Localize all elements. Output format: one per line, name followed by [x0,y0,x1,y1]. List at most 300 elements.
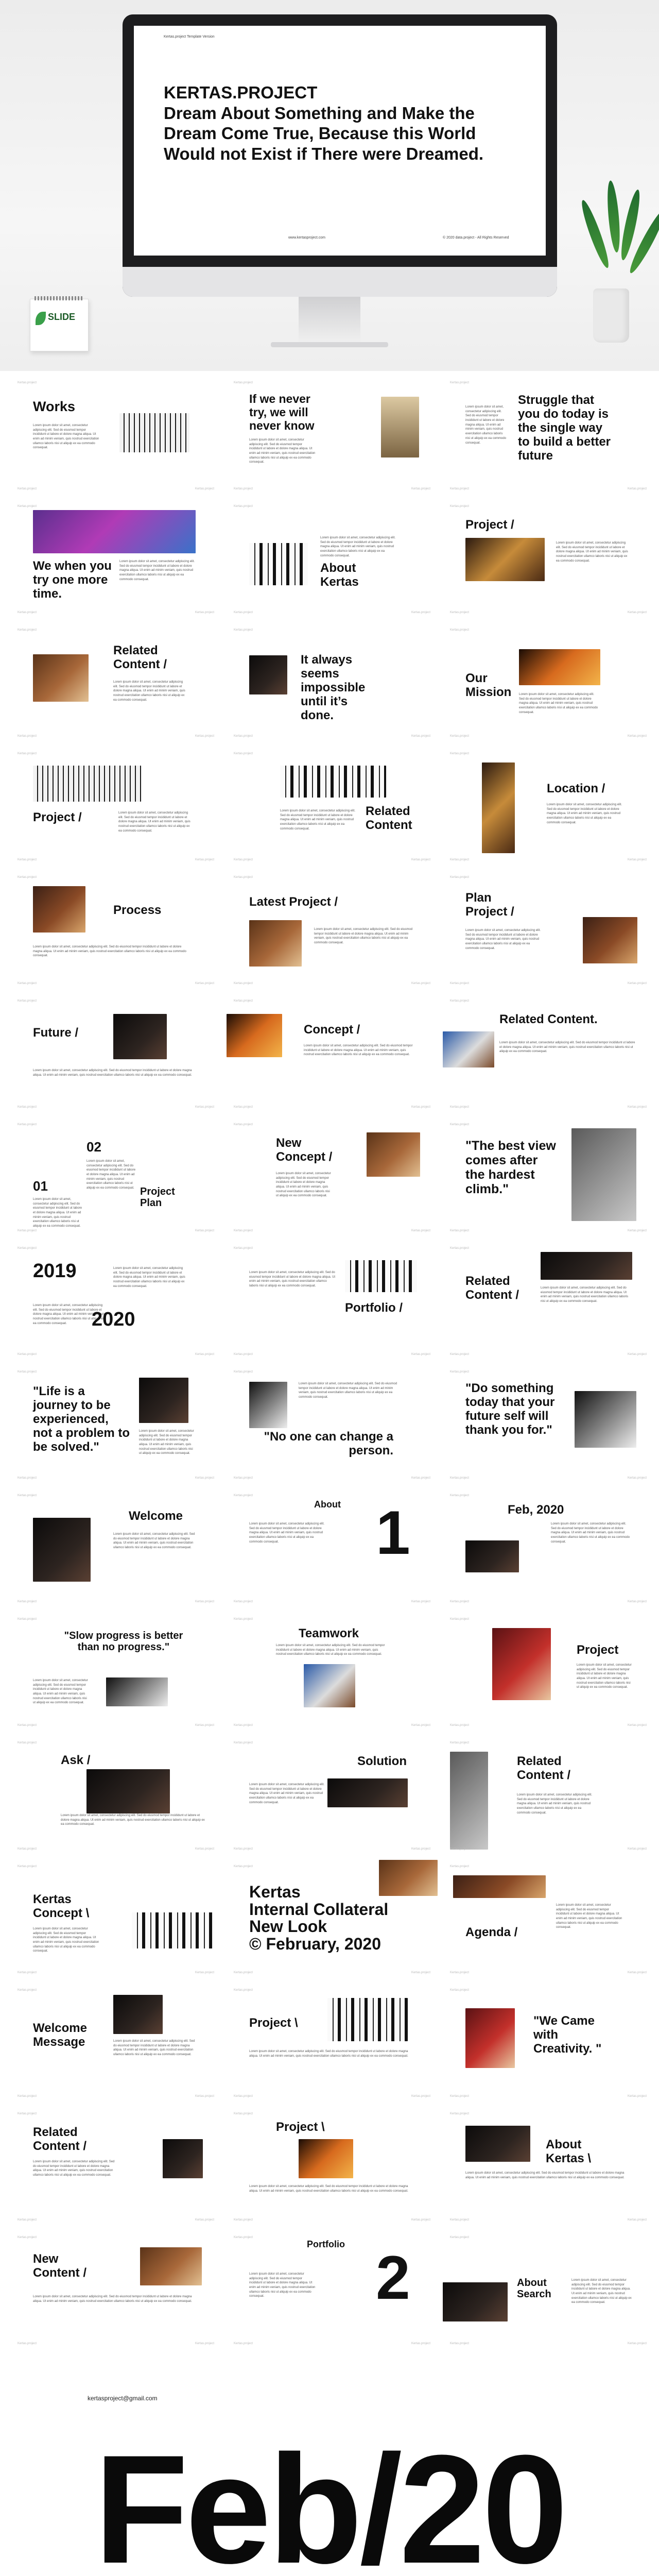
slide-corner-label: Kertas.project [450,1741,470,1744]
slide-body: Lorem ipsum dolor sit amet, consectetur adipiscing elit. Sed do eiusmod tempor incididunt ut labore et dolore magna aliqua. Ut enim ad minim veniam, quis nostrud exercitation ullamco laboris nisi ut aliquip ex ea commodo consequat. [276,1644,385,1656]
piano-hands-image [249,543,308,585]
slide-corner-label: Kertas.project [234,505,253,508]
slide-corner-label: Kertas.project [450,1494,470,1497]
stage-image [304,1664,355,1707]
slide-project-1[interactable] [443,500,654,618]
slide-project-3[interactable] [443,1613,654,1731]
piano-image [465,2126,530,2162]
slide-body: Lorem ipsum dolor sit amet, consectetur adipiscing elit. Sed do eiusmod tempor incididunt ut labore et dolore magna aliqua. Ut enim ad minim veniam, quis nostrud exercitation ullamco laboris nisi ut aliquip ex ea commodo consequat. [314,928,413,945]
performance-image [541,1252,632,1280]
slide-location[interactable] [443,747,654,866]
slide-body: Lorem ipsum dolor sit amet, consectetur adipiscing elit. Sed do eiusmod tempor incididunt ut labore et dolore magna aliqua. Ut enim ad minim veniam, quis nostrud exercitation ullamco laboris nisi ut aliquip ex ea commodo consequat. [33,1927,99,1953]
slide-title: Concept / [304,1023,360,1037]
slide-corner-label: Kertas.project [195,611,214,614]
monitor-stand [299,297,360,343]
slide-title: Related Content / [465,1274,519,1302]
slide-corner-label: Kertas.project [234,876,253,879]
slide-corner-label: Kertas.project [18,1123,37,1126]
monitor-mockup [123,14,557,297]
slide-corner-label: Kertas.project [18,735,37,738]
monitor-base [271,342,388,347]
hero-headline: KERTAS.PROJECT Dream About Something and Make the Dream Come True, Because this World Would not Exist if There were Dreamed. [164,83,484,163]
slide-corner-label: Kertas.project [627,735,647,738]
slide-corner-label: Kertas.project [18,381,37,384]
slide-corner-label: Kertas.project [195,1477,214,1480]
slide-title: Related Content / [517,1754,570,1782]
plant-leaf [578,198,613,269]
slide-corner-label: Kertas.project [18,982,37,985]
slide-corner-label: Kertas.project [195,982,214,985]
slide-creativity[interactable] [443,1984,654,2102]
calendar-logo-text: SLIDE [48,312,76,322]
slide-corner-label: Kertas.project [627,982,647,985]
slide-related-5[interactable] [443,1736,654,1855]
slide-journey[interactable] [10,1365,221,1484]
hands-image [33,886,85,933]
slide-project-4[interactable] [227,1984,438,2102]
leaf-logo-icon [36,312,46,325]
slide-corner-label: Kertas.project [411,1848,430,1851]
slide-corner-label: Kertas.project [627,1848,647,1851]
slide-title: About Kertas [320,561,359,589]
piano-image [345,1260,417,1292]
slide-body: Lorem ipsum dolor sit amet, consectetur adipiscing elit. Sed do eiusmod tempor incididunt ut labore et dolore magna aliqua. Ut enim ad minim veniam, quis nostrud exercitation ullamco laboris nisi ut aliquip ex ea commodo consequat. [61,1814,205,1826]
slide-title: Portfolio / [345,1301,403,1315]
slide-try-more[interactable] [10,500,221,618]
slide-corner-label: Kertas.project [18,2236,37,2239]
slide-corner-label: Kertas.project [18,2112,37,2115]
slide-corner-label: Kertas.project [234,858,253,861]
slide-corner-label: Kertas.project [18,1353,37,1356]
slide-corner-label: Kertas.project [18,2342,37,2345]
piano-image [113,1995,163,2034]
slide-portfolio-2[interactable] [227,2231,438,2349]
big-number-1: 1 [376,1498,410,1567]
big-number-2: 2 [376,2243,410,2312]
slide-corner-label: Kertas.project [18,1247,37,1250]
slide-corner-label: Kertas.project [450,1600,470,1603]
slide-body: Lorem ipsum dolor sit amet, consectetur adipiscing elit. Sed do eiusmod tempor incididunt ut labore et dolore magna aliqua. Ut enim ad minim veniam, quis nostrud exercitation ullamco laboris nisi ut aliquip ex ea commodo consequat. [249,2273,316,2298]
slide-quote: "No one can change a person. [264,1430,393,1458]
slide-corner-label: Kertas.project [627,1106,647,1109]
slide-body: Lorem ipsum dolor sit amet, consectetur adipiscing elit. Sed do eiusmod tempor incididunt ut labore et dolore magna aliqua. Ut enim ad minim veniam, quis nostrud exercitation ullamco laboris nisi ut aliquip ex ea commodo consequat. [577,1664,632,1689]
slide-body: Lorem ipsum dolor sit amet, consectetur adipiscing elit. Sed do eiusmod tempor incididunt ut labore et dolore magna aliqua. Ut enim ad minim veniam, quis nostrud exercitation ullamco laboris nisi ut aliquip ex ea commodo consequat. [556,541,628,563]
slide-about-kertas-2[interactable] [443,2107,654,2226]
piano-image [33,766,141,802]
slide-corner-label: Kertas.project [450,1848,470,1851]
piano-image [132,1912,214,1948]
slide-title: Kertas Internal Collateral New Look © February, 2020 [249,1883,389,1953]
slide-corner-label: Kertas.project [18,2095,37,2098]
slide-body: Lorem ipsum dolor sit amet, consectetur adipiscing elit. Sed do eiusmod tempor incididunt ut labore et dolore magna aliqua. Ut enim ad minim veniam, quis nostrud exercitation ullamco laboris nisi ut aliquip ex ea commodo consequat. [519,693,598,714]
slide-related-4[interactable] [443,1242,654,1360]
slide-corner-label: Kertas.project [234,1989,253,1992]
slide-corner-label: Kertas.project [450,2095,470,2098]
slide-corner-label: Kertas.project [18,1971,37,1974]
slide-never-try[interactable] [227,376,438,495]
slide-quote: "Slow progress is better than no progress." [64,1630,183,1653]
slide-corner-label: Kertas.project [234,1865,253,1868]
saxophone-image [465,538,545,581]
slide-new-content[interactable] [10,2231,221,2349]
slide-body: Lorem ipsum dolor sit amet, consectetur adipiscing elit. Sed do eiusmod tempor incididunt ut labore et dolore magna aliqua. Ut enim ad minim veniam, quis nostrud exercitation ullamco laboris nisi ut aliquip ex ea commodo consequat. [465,2172,625,2179]
slide-body: Lorem ipsum dolor sit amet, consectetur adipiscing elit. Sed do eiusmod tempor incididunt ut labore et dolore magna aliqua. Ut enim ad minim veniam, quis nostrud exercitation ullamco laboris nisi ut aliquip ex ea commodo consequat. [113,681,185,702]
guitar-image [33,510,196,553]
slide-body: Lorem ipsum dolor sit amet, consectetur adipiscing elit. Sed do eiusmod tempor incididunt ut labore et dolore magna aliqua. Ut enim ad minim veniam, quis nostrud exercitation ullamco laboris nisi ut aliquip ex ea commodo consequat. [249,438,316,464]
slide-related-1[interactable] [10,623,221,742]
slide-related-2[interactable] [227,747,438,866]
slide-corner-label: Kertas.project [18,1618,37,1621]
slide-corner-label: Kertas.project [450,999,470,1003]
slide-quote: "Do something today that your future self will thank you for." [465,1381,555,1437]
slide-corner-label: Kertas.project [234,2095,253,2098]
slide-body: Lorem ipsum dolor sit amet, consectetur adipiscing elit. Sed do eiusmod tempor incididunt ut labore et dolore magna aliqua. Ut enim ad minim veniam, quis nostrud exercitation ullamco laboris nisi ut aliquip ex ea commodo consequat. [517,1793,593,1815]
slide-body: Lorem ipsum dolor sit amet, consectetur adipiscing elit. Sed do eiusmod tempor incididunt ut labore et dolore magna aliqua. Ut enim ad minim veniam, quis nostrud exercitation ullamco laboris nisi ut aliquip ex ea commodo consequat. [249,1271,336,1288]
slide-struggle[interactable] [443,376,654,495]
slide-future[interactable] [10,994,221,1113]
piano-image [280,766,386,798]
slide-corner-label: Kertas.project [450,1123,470,1126]
slide-corner-label: Kertas.project [627,1477,647,1480]
slide-corner-label: Kertas.project [18,1370,37,1374]
slide-corner-label: Kertas.project [18,1600,37,1603]
slide-corner-label: Kertas.project [450,2236,470,2239]
slide-corner-label: Kertas.project [18,629,37,632]
slide-corner-label: Kertas.project [18,1724,37,1727]
slide-welcome[interactable] [10,1489,221,1607]
slide-corner-label: Kertas.project [195,487,214,490]
piano-image [465,1540,519,1572]
slide-corner-label: Kertas.project [234,1494,253,1497]
slide-corner-label: Kertas.project [234,487,253,490]
slide-body: Lorem ipsum dolor sit amet, consectetur adipiscing elit. Sed do eiusmod tempor incididunt ut labore et dolore magna aliqua. Ut enim ad minim veniam, quis nostrud exercitation ullamco laboris nisi ut aliquip ex ea commodo consequat. [113,2040,195,2057]
monitor-screen [134,26,546,256]
calendar-rings [34,296,84,300]
slide-corner-label: Kertas.project [450,1229,470,1232]
slide-corner-label: Kertas.project [234,1229,253,1232]
guitarist-image [575,1391,636,1448]
slide-corner-label: Kertas.project [18,752,37,755]
slide-project-5[interactable] [227,2107,438,2226]
slide-corner-label: Kertas.project [18,1741,37,1744]
slide-concept[interactable] [227,994,438,1113]
number-02: 02 [86,1139,101,1155]
slide-body: Lorem ipsum dolor sit amet, consectetur adipiscing elit. Sed do eiusmod tempor incididunt ut labore et dolore magna aliqua. Ut enim ad minim veniam, quis nostrud exercitation ullamco laboris nisi ut aliquip ex ea commodo consequat. [86,1160,136,1190]
slide-body: Lorem ipsum dolor sit amet, consectetur adipiscing elit. Sed do eiusmod tempor incididunt ut labore et dolore magna aliqua. Ut enim ad minim veniam, quis nostrud exercitation ullamco laboris nisi ut aliquip ex ea commodo consequat. [299,1382,397,1399]
slide-slow-progress[interactable] [10,1613,221,1731]
slide-years[interactable] [10,1242,221,1360]
slide-corner-label: Kertas.project [18,999,37,1003]
slide-title: Ask / [61,1753,91,1767]
slide-corner-label: Kertas.project [450,1106,470,1109]
slide-body: Lorem ipsum dolor sit amet, consectetur adipiscing elit. Sed do eiusmod tempor incididunt ut labore et dolore magna aliqua. Ut enim ad minim veniam, quis nostrud exercitation ullamco laboris nisi ut aliquip ex ea commodo consequat. [465,929,541,950]
slide-title: About Search [517,2277,551,2300]
slide-title: Welcome Message [33,2021,87,2049]
slide-corner-label: Kertas.project [234,735,253,738]
slide-corner-label: Kertas.project [450,1353,470,1356]
slide-corner-label: Kertas.project [450,1989,470,1992]
slide-corner-label: Kertas.project [627,1353,647,1356]
slide-corner-label: Kertas.project [195,1724,214,1727]
slide-quote: "We Came with Creativity. " [533,2014,602,2056]
slide-corner-label: Kertas.project [18,611,37,614]
portrait-image [249,655,287,694]
slide-corner-label: Kertas.project [234,1971,253,1974]
slide-corner-label: Kertas.project [195,2218,214,2222]
slide-body: Lorem ipsum dolor sit amet, consectetur adipiscing elit. Sed do eiusmod tempor incididunt ut labore et dolore magna aliqua. Ut enim ad minim veniam, quis nostrud exercitation ullamco laboris nisi ut aliquip ex ea commodo consequat. [304,1044,413,1057]
keys-image [249,1382,287,1428]
slide-corner-label: Kertas.project [195,1600,214,1603]
slide-corner-label: Kertas.project [18,2218,37,2222]
slide-corner-label: Kertas.project [234,1123,253,1126]
slide-corner-label: Kertas.project [195,2095,214,2098]
slide-corner-label: Kertas.project [234,1600,253,1603]
slide-corner-label: Kertas.project [627,2218,647,2222]
slide-body: Lorem ipsum dolor sit amet, consectetur adipiscing elit. Sed do eiusmod tempor incididunt ut labore et dolore magna aliqua. Ut enim ad minim veniam, quis nostrud exercitation ullamco laboris nisi ut aliquip ex ea commodo consequat. [249,1522,325,1544]
trumpet-image [465,2008,515,2068]
plant-leaf [605,180,622,253]
desk-calendar [30,299,89,351]
slide-corner-label: Kertas.project [195,1106,214,1109]
slide-about-kertas[interactable] [227,500,438,618]
slide-corner-label: Kertas.project [195,858,214,861]
slide-ask[interactable] [10,1736,221,1855]
slide-corner-label: Kertas.project [450,487,470,490]
slide-corner-label: Kertas.project [450,1971,470,1974]
saxophonist-image [571,1128,636,1221]
slide-title: We when you try one more time. [33,559,112,601]
slide-corner-label: Kertas.project [627,1971,647,1974]
slide-corner-label: Kertas.project [18,505,37,508]
slide-corner-label: Kertas.project [627,2342,647,2345]
piano-image [249,920,302,967]
piano-image [367,1132,420,1177]
slide-title: Plan Project / [465,891,514,919]
slide-body: Lorem ipsum dolor sit amet, consectetur adipiscing elit. Sed do eiusmod tempor incididunt ut labore et dolore magna aliqua. Ut enim ad minim veniam, quis nostrud exercitation ullamco laboris nisi ut aliquip ex ea commodo consequat. [113,1533,195,1550]
slide-corner-label: Kertas.project [450,2342,470,2345]
slide-related-3[interactable] [443,994,654,1113]
slide-corner-label: Kertas.project [18,1477,37,1480]
slide-corner-label: Kertas.project [450,1618,470,1621]
slide-corner-label: Kertas.project [450,2218,470,2222]
slide-project-2[interactable] [10,747,221,866]
slide-corner-label: Kertas.project [411,487,430,490]
screen-top-label: Kertas.project Template Version [164,35,215,39]
slide-about-search[interactable] [443,2231,654,2349]
slide-title: About Kertas \ [546,2138,592,2165]
slide-process[interactable] [10,871,221,989]
slide-body: Lorem ipsum dolor sit amet, consectetur adipiscing elit. Sed do eiusmod tempor incididunt ut labore et dolore magna aliqua. Ut enim ad minim veniam, quis nostrud exercitation ullamco laboris nisi ut aliquip ex ea commodo consequat. [33,1304,105,1325]
piano-image [140,2247,202,2285]
slide-body: Lorem ipsum dolor sit amet, consectetur adipiscing elit. Sed do eiusmod tempor incididunt ut labore et dolore magna aliqua. Ut enim ad minim veniam, quis nostrud exercitation ullamco laboris nisi ut aliquip ex ea commodo consequat. [547,803,622,824]
screen-footer-right: © 2020 data.project - All Rights Reserved [443,236,509,240]
slide-body: Lorem ipsum dolor sit amet, consectetur adipiscing elit. Sed do eiusmod tempor incididunt ut labore et dolore magna aliqua. Ut enim ad minim veniam, quis nostrud exercitation ullamco laboris nisi ut aliquip ex ea commodo consequat. [551,1522,630,1544]
slide-welcome-message[interactable] [10,1984,221,2102]
slide-corner-label: Kertas.project [234,2236,253,2239]
slide-corner-label: Kertas.project [18,858,37,861]
hero-section [0,0,659,371]
slide-title: Feb, 2020 [508,1503,564,1517]
pianist-image [443,2282,508,2321]
slide-about-1[interactable] [227,1489,438,1607]
slide-corner-label: Kertas.project [411,1353,430,1356]
slide-corner-label: Kertas.project [411,1229,430,1232]
slide-no-one[interactable] [227,1365,438,1484]
slide-mission[interactable] [443,623,654,742]
slide-corner-label: Kertas.project [234,611,253,614]
slide-title: Process [113,903,162,917]
sheet-music-image [583,917,637,963]
slide-body: Lorem ipsum dolor sit amet, consectetur adipiscing elit. Sed do eiusmod tempor incididunt ut labore et dolore magna aliqua. Ut enim ad minim veniam, quis nostrud exercitation ullamco laboris nisi ut aliquip ex ea commodo consequat. [33,1198,82,1228]
slide-corner-label: Kertas.project [195,2342,214,2345]
piano-image [327,1778,408,1807]
slide-corner-label: Kertas.project [234,1247,253,1250]
slide-internal-collateral[interactable] [227,1860,438,1978]
slide-title: Project / [465,518,514,532]
slide-corner-label: Kertas.project [450,1370,470,1374]
slide-title: If we never try, we will never know [249,392,315,432]
slide-feb-2020[interactable] [443,1489,654,1607]
slide-body: Lorem ipsum dolor sit amet, consectetur adipiscing elit. Sed do eiusmod tempor incididunt ut labore et dolore magna aliqua. Ut enim ad minim veniam, quis nostrud exercitation ullamco laboris nisi ut aliquip ex ea commodo consequat. [320,536,396,557]
light-image [227,1014,282,1057]
slide-title: Our Mission [465,671,512,699]
slide-corner-label: Kertas.project [411,1477,430,1480]
slide-body: Lorem ipsum dolor sit amet, consectetur adipiscing elit. Sed do eiusmod tempor incididunt ut labore et dolore magna aliqua. Ut enim ad minim veniam, quis nostrud exercitation ullamco laboris nisi ut aliquip ex ea commodo consequat. [249,1783,325,1804]
slide-body: Lorem ipsum dolor sit amet, consectetur adipiscing elit. Sed do eiusmod tempor incididunt ut labore et dolore magna aliqua. Ut enim ad minim veniam, quis nostrud exercitation ullamco laboris nisi ut aliquip ex ea commodo consequat. [33,945,186,958]
piano-image [139,1378,188,1423]
slide-corner-label: Kertas.project [627,611,647,614]
slide-title: It always seems impossible until it’s done. [301,653,366,722]
piano-hands-image [327,1998,408,2041]
window-image [381,397,419,457]
slide-agenda[interactable] [443,1860,654,1978]
slide-corner-label: Kertas.project [234,1741,253,1744]
slide-project-plan[interactable] [10,1118,221,1236]
slide-corner-label: Kertas.project [234,982,253,985]
slide-new-concept[interactable] [227,1118,438,1236]
slide-teamwork[interactable] [227,1613,438,1731]
slide-title: Related Content [366,804,412,832]
piano-hands-image [443,1031,494,1067]
slide-corner-label: Kertas.project [18,1989,37,1992]
slide-solution[interactable] [227,1736,438,1855]
pianist-image [450,1752,488,1850]
slide-corner-label: Kertas.project [450,1247,470,1250]
slide-corner-label: Kertas.project [234,2342,253,2345]
slide-corner-label: Kertas.project [411,611,430,614]
slide-corner-label: Kertas.project [450,876,470,879]
slide-corner-label: Kertas.project [450,381,470,384]
big-date-heading: Feb/20 [94,2422,565,2576]
organ-image [492,1628,551,1700]
slide-corner-label: Kertas.project [195,1848,214,1851]
slide-works[interactable] [10,376,221,495]
slide-body: Lorem ipsum dolor sit amet, consectetur adipiscing elit. Sed do eiusmod tempor incididunt ut labore et dolore magna aliqua. Ut enim ad minim veniam, quis nostrud exercitation ullamco laboris nisi ut aliquip ex ea commodo consequat. [33,2295,192,2303]
slide-body: Lorem ipsum dolor sit amet, consectetur adipiscing elit. Sed do eiusmod tempor incididunt ut labore et dolore magna aliqua. Ut enim ad minim veniam, quis nostrud exercitation ullamco laboris nisi ut aliquip ex ea commodo consequat. [499,1041,635,1054]
slide-corner-label: Kertas.project [450,2112,470,2115]
slide-body: Lorem ipsum dolor sit amet, consectetur adipiscing elit. Sed do eiusmod tempor incididunt ut labore et dolore magna aliqua. Ut enim ad minim veniam, quis nostrud exercitation ullamco laboris nisi ut aliquip ex ea commodo consequat. [465,405,507,445]
slide-corner-label: Kertas.project [18,876,37,879]
slide-body: Lorem ipsum dolor sit amet, consectetur adipiscing elit. Sed do eiusmod tempor incididunt ut labore et dolore magna aliqua. Ut enim ad minim veniam, quis nostrud exercitation ullamco laboris nisi ut aliquip ex ea commodo consequat. [118,811,190,833]
slide-body: Lorem ipsum dolor sit amet, consectetur adipiscing elit. Sed do eiusmod tempor incididunt ut labore et dolore magna aliqua. Ut enim ad minim veniam, quis nostrud exercitation ullamco laboris nisi ut aliquip ex ea commodo consequat. [33,1069,192,1077]
slide-body: Lorem ipsum dolor sit amet, consectetur adipiscing elit. Sed do eiusmod tempor incididunt ut labore et dolore magna aliqua. Ut enim ad minim veniam, quis nostrud exercitation ullamco laboris nisi ut aliquip ex ea commodo consequat. [541,1286,629,1303]
slide-corner-label: Kertas.project [18,487,37,490]
slide-corner-label: Kertas.project [450,1724,470,1727]
slide-corner-label: Kertas.project [627,2095,647,2098]
slide-title: Works [33,399,76,414]
slide-latest[interactable] [227,871,438,989]
slide-corner-label: Kertas.project [411,1106,430,1109]
musician-image [33,1518,91,1582]
slide-corner-label: Kertas.project [411,2095,430,2098]
slide-best-view[interactable] [443,1118,654,1236]
slide-corner-label: Kertas.project [411,1971,430,1974]
slide-corner-label: Kertas.project [195,1353,214,1356]
slide-corner-label: Kertas.project [450,611,470,614]
slide-corner-label: Kertas.project [450,735,470,738]
slide-title: Solution [357,1754,407,1768]
slide-portfolio-1[interactable] [227,1242,438,1360]
slide-corner-label: Kertas.project [627,487,647,490]
year-2020: 2020 [92,1309,135,1330]
slide-corner-label: Kertas.project [234,1848,253,1851]
slide-corner-label: Kertas.project [450,752,470,755]
slide-title: Related Content. [499,1012,598,1026]
slide-title: Project [577,1643,619,1657]
slide-corner-label: Kertas.project [18,1229,37,1232]
slide-body: Lorem ipsum dolor sit amet, consectetur adipiscing elit. Sed do eiusmod tempor incididunt ut labore et dolore magna aliqua. Ut enim ad minim veniam, quis nostrud exercitation ullamco laboris nisi ut aliquip ex ea commodo consequat. [571,2279,632,2304]
slide-related-6[interactable] [10,2107,221,2226]
stage-image [299,2139,353,2178]
slide-corner-label: Kertas.project [450,629,470,632]
plant-pot [593,289,629,343]
slide-body: Lorem ipsum dolor sit amet, consectetur adipiscing elit. Sed do eiusmod tempor incididunt ut labore et dolore magna aliqua. Ut enim ad minim veniam, quis nostrud exercitation ullamco laboris nisi ut aliquip ex ea commodo consequat. [119,560,195,581]
slide-kertas-concept[interactable] [10,1860,221,1978]
slide-impossible[interactable] [227,623,438,742]
slide-title: Location / [547,782,605,795]
slide-corner-label: Kertas.project [627,858,647,861]
slide-title: Related Content / [113,643,167,671]
slide-corner-label: Kertas.project [234,1477,253,1480]
slide-corner-label: Kertas.project [627,1229,647,1232]
slide-title: Related Content / [33,2125,86,2153]
slide-corner-label: Kertas.project [234,1370,253,1374]
piano-image [453,1875,546,1898]
saxophone-image [482,762,515,853]
slide-body: Lorem ipsum dolor sit amet, consectetur adipiscing elit. Sed do eiusmod tempor incididunt ut labore et dolore magna aliqua. Ut enim ad minim veniam, quis nostrud exercitation ullamco laboris nisi ut aliquip ex ea commodo consequat. [113,1267,185,1288]
piano-image [119,413,189,452]
slide-title: Portfolio [307,2239,345,2249]
slide-corner-label: Kertas.project [234,1618,253,1621]
slide-corner-label: Kertas.project [234,1724,253,1727]
slide-corner-label: Kertas.project [411,2218,430,2222]
slide-corner-label: Kertas.project [411,858,430,861]
slide-corner-label: Kertas.project [411,1724,430,1727]
slide-corner-label: Kertas.project [411,982,430,985]
slide-title: About [314,1499,341,1510]
slide-corner-label: Kertas.project [234,381,253,384]
slide-title: Future / [33,1026,78,1040]
slide-corner-label: Kertas.project [450,982,470,985]
slide-plan-project[interactable] [443,871,654,989]
slide-title: Project \ [249,2016,298,2030]
book-image [33,654,89,702]
slide-title: Kertas Concept \ [33,1892,90,1920]
slide-corner-label: Kertas.project [450,1865,470,1868]
contact-email[interactable]: kertasproject@gmail.com [88,2395,158,2402]
slide-quote: "The best view comes after the hardest climb." [465,1139,556,1196]
slide-do-something[interactable] [443,1365,654,1484]
